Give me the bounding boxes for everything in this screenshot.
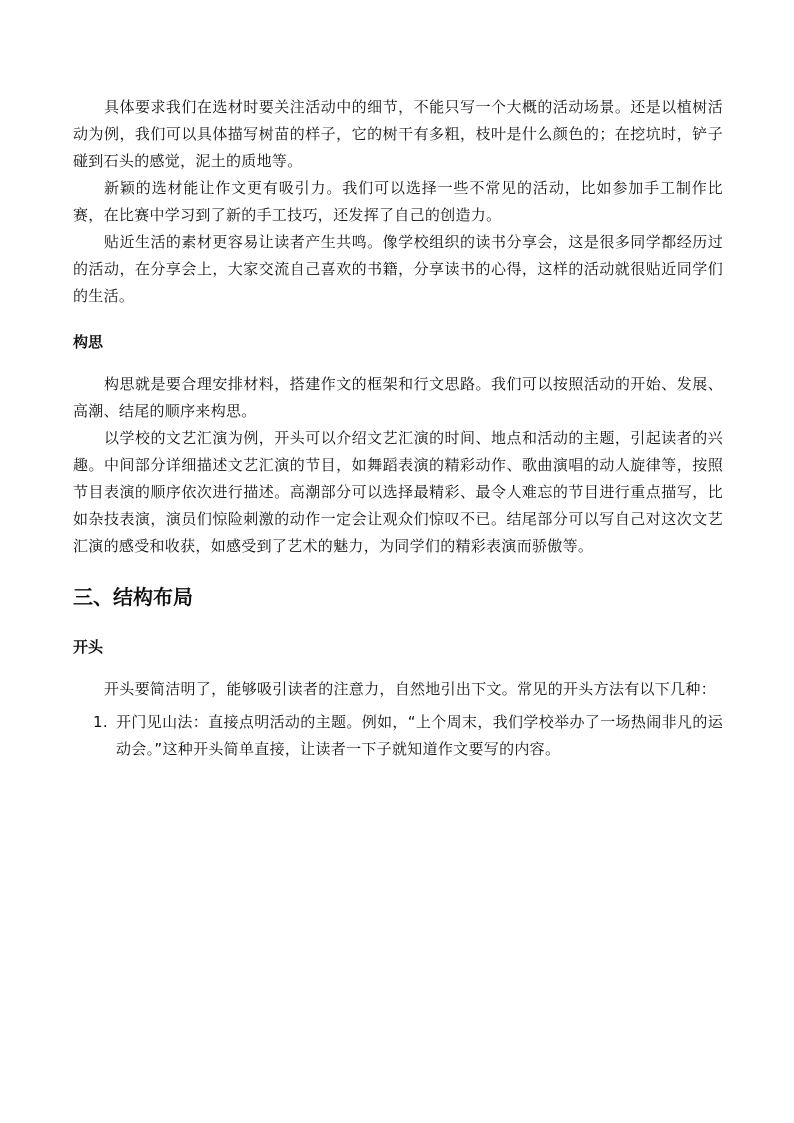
paragraph-goushi-example: 以学校的文艺汇演为例，开头可以介绍文艺汇演的时间、地点和活动的主题，引起读者的兴趣。中间部分详细描述文艺汇演的节目，如舞蹈表演的精彩动作、歌曲演唱的动人旋律等，按照节目表演的顺序依次进行描述。高潮部分可以选择最精彩、最令人难忘的节目进行重点描写，比如杂技表演，演员们惊险刺激的动作一定会让观众们惊叹不已。结尾部分可以写自己对这次文艺汇演的感受和收获，如感受到了艺术的魅力，为同学们的精彩表演而骄傲等。: [73, 429, 723, 555]
paragraph-close-to-life: 贴近生活的素材更容易让读者产生共鸣。像学校组织的读书分享会，这是很多同学都经历过的活动，在分享会上，大家交流自己喜欢的书籍，分享读书的心得，这样的活动就很贴近同学们的生活。: [73, 233, 723, 305]
opening-methods-list: [73, 709, 723, 763]
list-item-text: 开门见山法：直接点明活动的主题。例如，“上个周末，我们学校举办了一场热闹非凡的运动会。”这种开头简单直接，让读者一下子就知道作文要写的内容。: [116, 713, 723, 758]
paragraph-detail-selection: 具体要求我们在选材时要关注活动中的细节，不能只写一个大概的活动场景。还是以植树活动为例，我们可以具体描写树苗的样子，它的树干有多粗，枝叶是什么颜色的；在挖坑时，铲子碰到石头的感觉，泥土的质地等。: [73, 98, 723, 170]
heading-opening: 开头: [73, 638, 104, 656]
heading-goushi: 构思: [73, 333, 104, 351]
list-item: [73, 709, 723, 763]
paragraph-goushi-intro: 构思就是要合理安排材料，搭建作文的框架和行文思路。我们可以按照活动的开始、发展、高潮、结尾的顺序来构思。: [73, 375, 723, 420]
paragraph-opening-intro: 开头要简洁明了，能够吸引读者的注意力，自然地引出下文。常见的开头方法有以下几种：: [104, 680, 717, 698]
list-item-number: 1.: [93, 713, 108, 731]
heading-structure-layout: 三、结构布局: [73, 585, 193, 609]
paragraph-novel-selection: 新颖的选材能让作文更有吸引力。我们可以选择一些不常见的活动，比如参加手工制作比赛，在比赛中学习到了新的手工技巧，还发挥了自己的创造力。: [73, 179, 723, 224]
document-content: [73, 94, 723, 763]
